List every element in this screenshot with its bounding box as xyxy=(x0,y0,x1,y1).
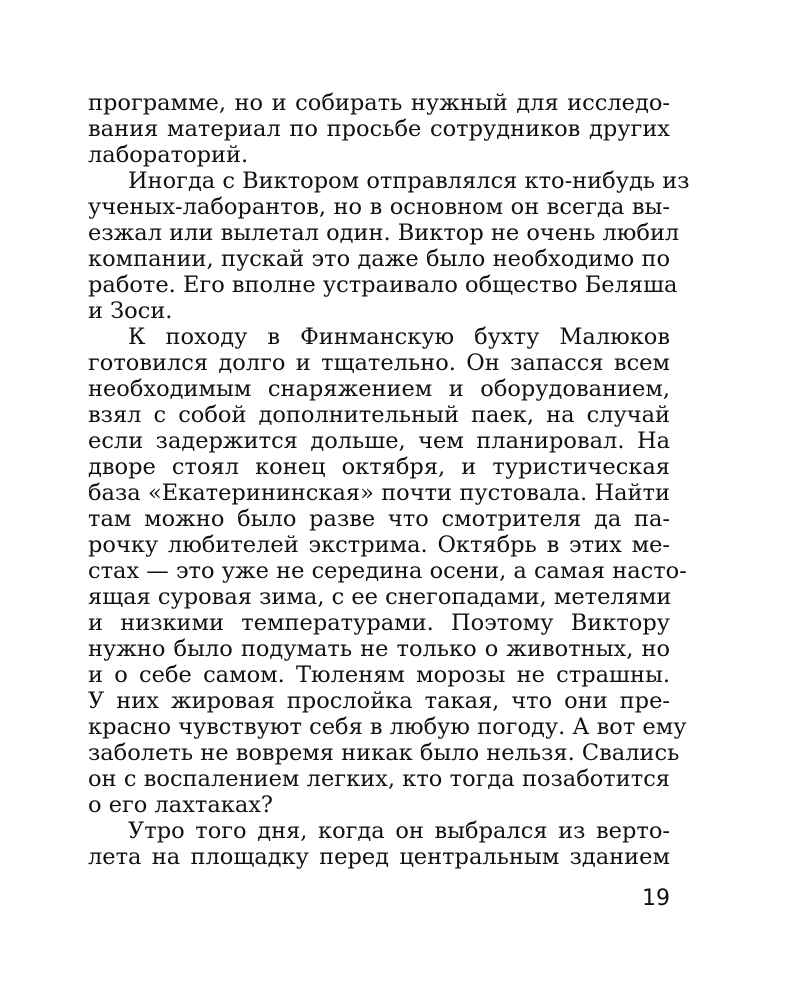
text-line: компании, пускай это даже было необходимо по xyxy=(88,246,670,272)
text-line: нужно было подумать не только о животных, но xyxy=(88,636,670,662)
text-line: езжал или вылетал один. Виктор не очень любил xyxy=(88,220,680,246)
text-line: вания материал по просьбе сотрудников других xyxy=(88,116,670,142)
text-line: и Зоси. xyxy=(88,298,173,324)
page-number: 19 xyxy=(642,886,670,911)
text-line: рочку любителей экстрима. Октябрь в этих ме- xyxy=(88,532,670,558)
text-line: ящая суровая зима, с ее снегопадами, метелями xyxy=(88,584,672,610)
text-line: лета на площадку перед центральным зданием xyxy=(88,844,670,870)
text-line: он с воспалением легких, кто тогда позаботится xyxy=(88,766,670,792)
text-line: ученых-лаборантов, но в основном он всегда вы- xyxy=(88,194,670,220)
text-line: заболеть не вовремя никак было нельзя. Свались xyxy=(88,740,680,766)
text-line: если задержится дольше, чем планировал. На xyxy=(88,428,670,454)
text-line: работе. Его вполне устраивало общество Беляша xyxy=(88,272,678,298)
text-line: и о себе самом. Тюленям морозы не страшны. xyxy=(88,662,670,688)
text-line: лабораторий. xyxy=(88,142,249,168)
text-line: Иногда с Виктором отправлялся кто-нибудь из xyxy=(128,168,690,194)
text-line: база «Екатерининская» почти пустовала. Найти xyxy=(88,480,670,506)
text-line: красно чувствуют себя в любую погоду. А вот ему xyxy=(88,714,687,740)
text-line: взял с собой дополнительный паек, на случай xyxy=(88,402,670,428)
text-line: о его лахтаках? xyxy=(88,792,273,818)
text-line: необходимым снаряжением и оборудованием, xyxy=(88,376,670,402)
text-line: там можно было разве что смотрителя да па- xyxy=(88,506,670,532)
body-text xyxy=(88,90,690,870)
text-line: и низкими температурами. Поэтому Виктору xyxy=(88,610,670,636)
text-line: готовился долго и тщательно. Он запасся всем xyxy=(88,350,670,376)
text-line: программе, но и собирать нужный для исследо- xyxy=(88,90,670,116)
text-line: К походу в Финманскую бухту Малюков xyxy=(128,324,670,350)
text-line: Утро того дня, когда он выбрался из верто- xyxy=(128,818,670,844)
text-line: стах — это уже не середина осени, а самая насто- xyxy=(88,558,687,584)
text-line: дворе стоял конец октября, и туристическая xyxy=(88,454,670,480)
text-line: У них жировая прослойка такая, что они пре- xyxy=(88,688,670,714)
